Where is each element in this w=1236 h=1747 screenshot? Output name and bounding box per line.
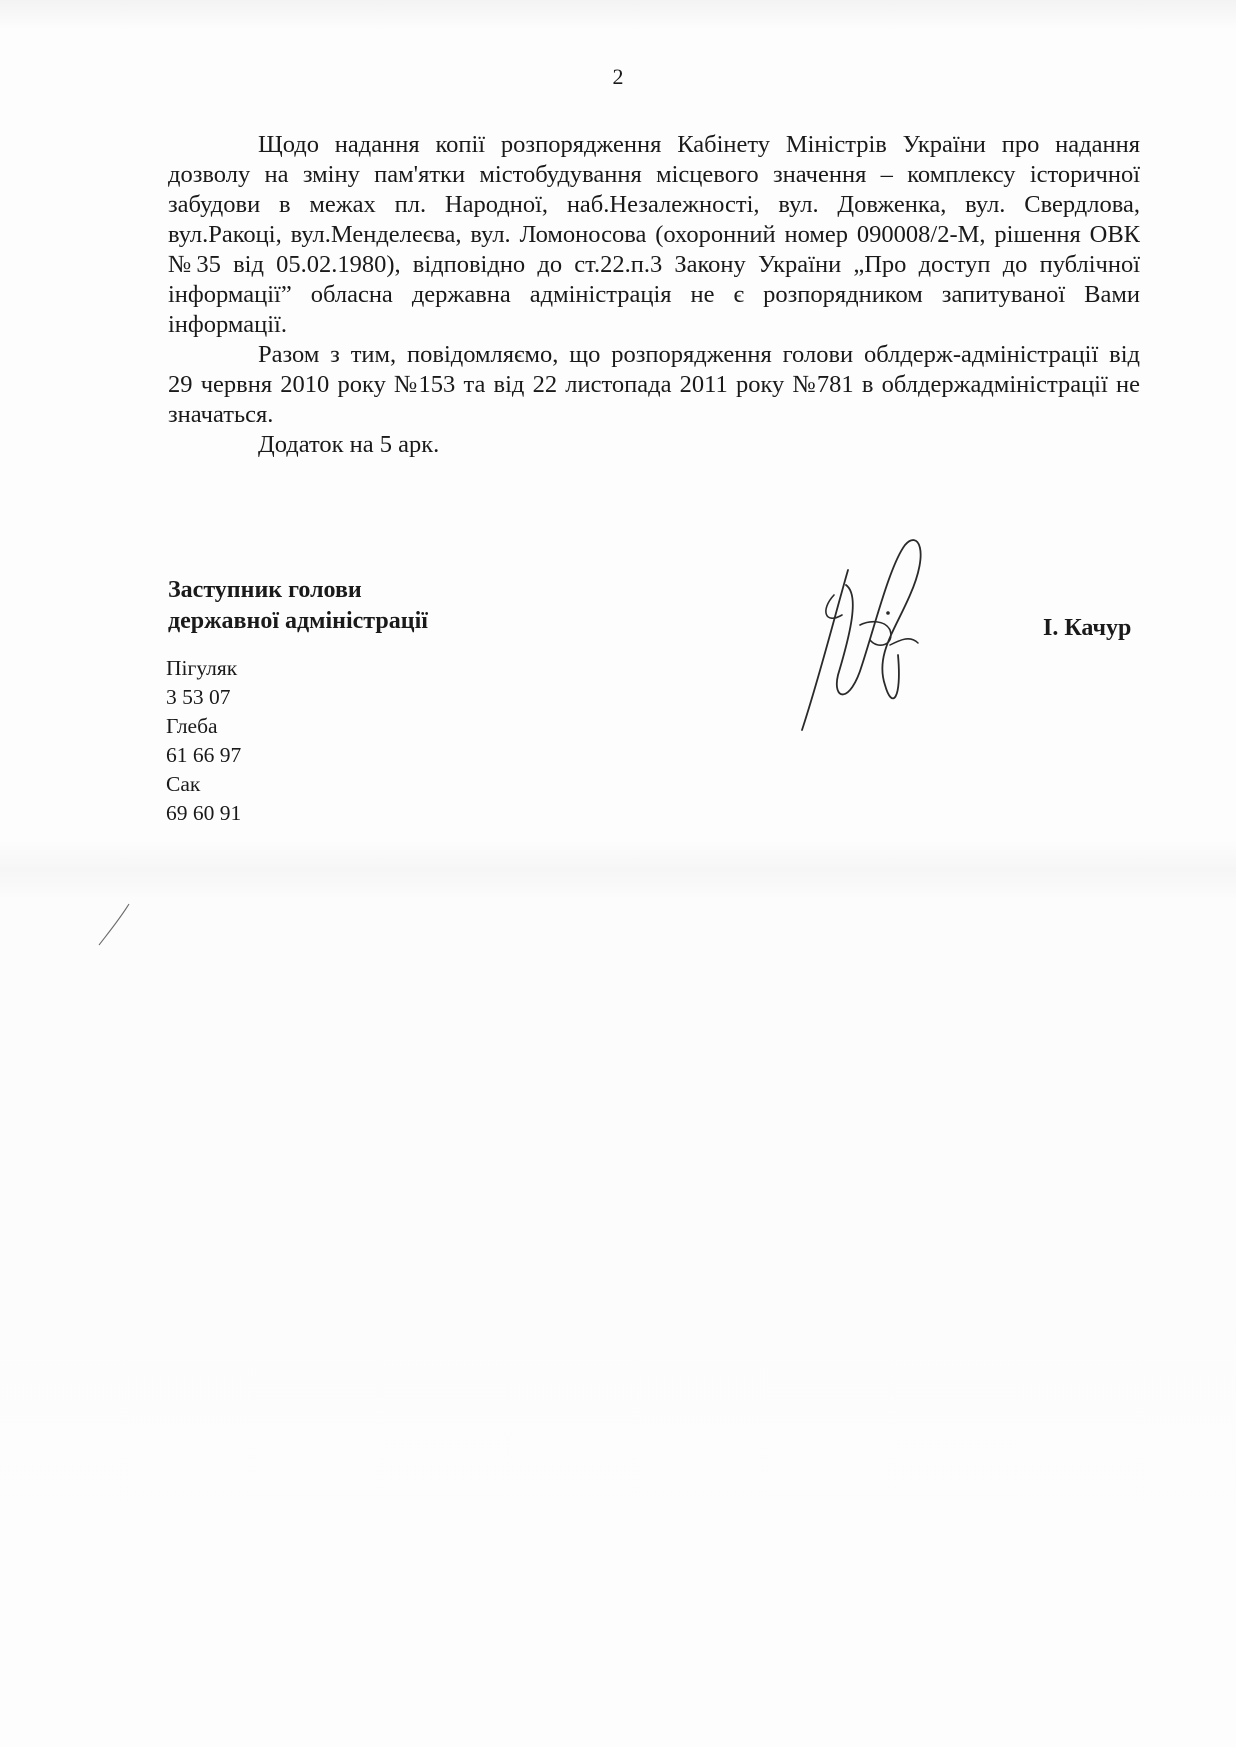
page-number: 2 [612,64,624,89]
signer-title-line1: Заступник голови [168,577,362,603]
paragraph-orders-notice: Разом з тим, повідомляємо, що розпорядження голови облдерж-адміністрації від 29 червня 2010 року №153 та від 22 листопада 2011 року №781 в облдержадміністрації не значаться. [168,341,1140,428]
contact-name: Пігуляк [166,656,238,680]
contact-phone: 69 60 91 [166,801,242,825]
handwritten-signature [790,525,980,745]
contacts-list [166,654,241,828]
addendum-note: Додаток на 5 арк. [258,431,440,458]
signer-title [168,575,428,637]
scan-artifact-mark [95,900,135,950]
contact-phone: 61 66 97 [166,743,242,767]
letter-body [168,130,1140,460]
signer-name: І. Качур [1043,615,1132,641]
contact-phone: 3 53 07 [166,685,231,709]
signer-title-line2: державної адміністрації [168,608,428,634]
contact-name: Глеба [166,714,218,738]
paragraph-request-response: Щодо надання копії розпорядження Кабінету Міністрів України про надання дозволу на зміну пам'ятки містобудування місцевого значення – комплексу історичної забудови в межах пл. Народної, наб.Незалежності, вул. Довженка, вул. Свердлова, вул.Ракоці, вул.Менделеєва, вул. Ломоносова (охоронний номер 090008/2-М, рішення ОВК №35 від 05.02.1980), відповідно до ст.22.п.3 Закону України „Про доступ до публічної інформації” обласна державна адміністрація не є розпорядником запитуваної Вами інформації. [168,131,1140,338]
contact-name: Сак [166,772,201,796]
